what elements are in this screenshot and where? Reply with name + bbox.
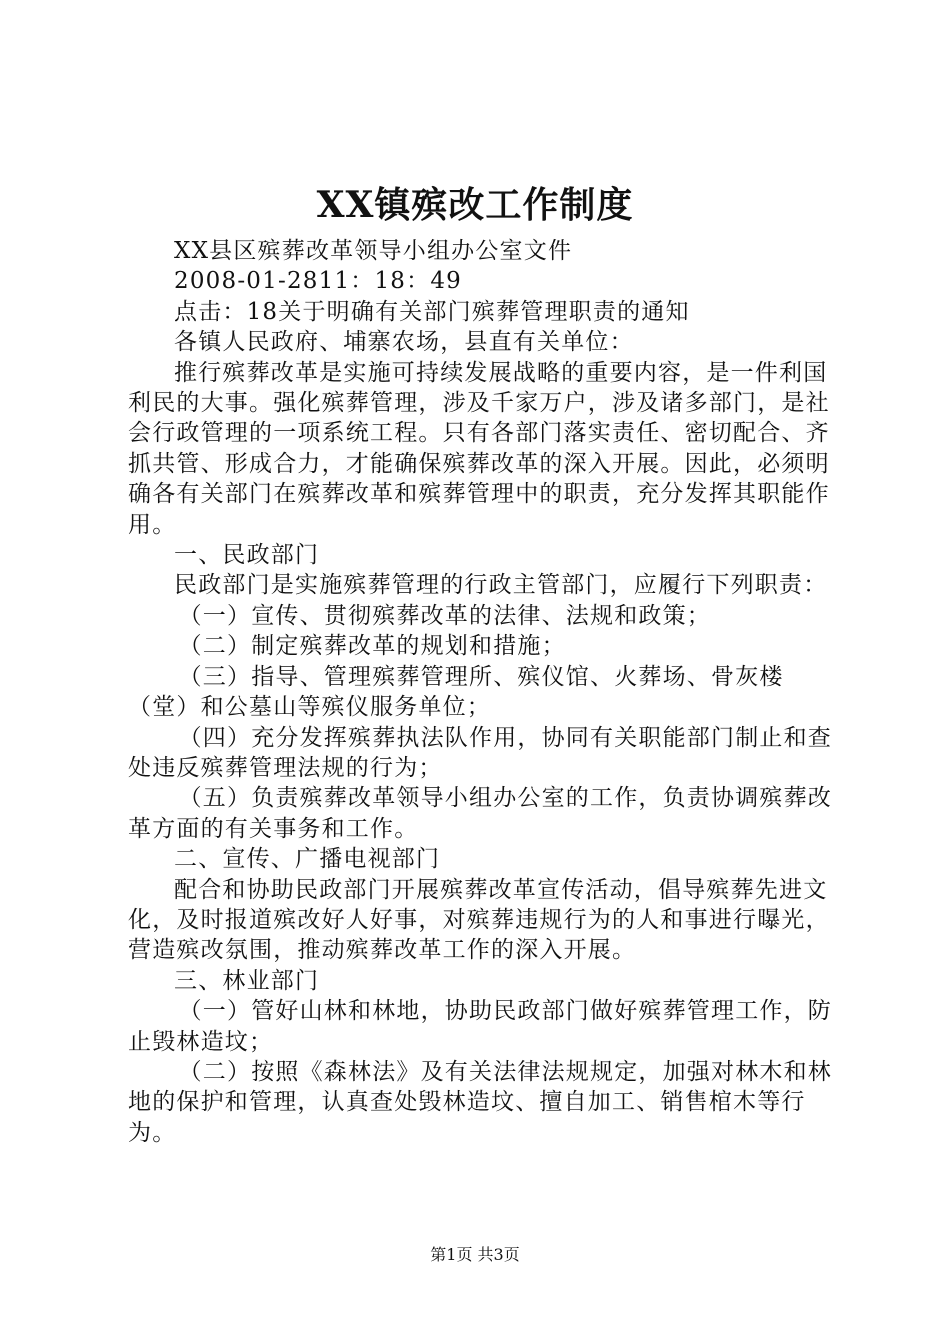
list-item: （一）宣传、贯彻殡葬改革的法律、法规和政策；: [178, 602, 711, 629]
section-heading: 二、宣传、广播电视部门: [174, 846, 441, 873]
document-body: [128, 236, 838, 1148]
list-item: （四）充分发挥殡葬执法队作用，协同有关职能部门制止和查处违反殡葬管理法规的行为；: [128, 724, 832, 781]
date-line: 2008-01-2811：18：49: [174, 268, 463, 295]
clicks-and-subject-line: 点击：18关于明确有关部门殡葬管理职责的通知: [174, 298, 690, 325]
issuer-line: XX县区殡葬改革领导小组办公室文件: [174, 238, 573, 264]
section-heading: 三、林业部门: [174, 967, 320, 994]
section-paragraph: 配合和协助民政部门开展殡葬改革宣传活动，倡导殡葬先进文化，及时报道殡改好人好事，对殡葬违规行为的人和事进行曝光，营造殡改氛围，推动殡葬改革工作的深入开展。: [128, 876, 830, 964]
section-paragraph: 民政部门是实施殡葬管理的行政主管部门，应履行下列职责：: [174, 572, 828, 599]
list-item: （三）指导、管理殡葬管理所、殡仪馆、火葬场、骨灰楼（堂）和公墓山等殡仪服务单位；: [128, 663, 784, 721]
page-footer: 第1页 共3页: [430, 1245, 520, 1264]
list-item: （五）负责殡葬改革领导小组办公室的工作，负责协调殡葬改革方面的有关事务和工作。: [128, 785, 832, 842]
list-item: （一）管好山林和林地，协助民政部门做好殡葬管理工作，防止毁林造坟；: [128, 998, 832, 1055]
list-item: （二）制定殡葬改革的规划和措施；: [178, 633, 566, 660]
list-item: （二）按照《森林法》及有关法律法规规定，加强对林木和林地的保护和管理，认真查处毁林造坟、擅自加工、销售棺木等行为。: [128, 1058, 832, 1146]
intro-paragraph: 推行殡葬改革是实施可持续发展战略的重要内容，是一件利国利民的大事。强化殡葬管理，涉及千家万户，涉及诸多部门，是社会行政管理的一项系统工程。只有各部门落实责任、密切配合、齐抓共管、形成合力，才能确保殡葬改革的深入开展。因此，必须明确各有关部门在殡葬改革和殡葬管理中的职责，充分发挥其职能作用。: [128, 359, 830, 538]
document-title: XX镇殡改工作制度: [316, 184, 634, 226]
addressee-line: 各镇人民政府、埔寨农场，县直有关单位：: [174, 329, 634, 356]
section-heading: 一、民政部门: [174, 542, 320, 569]
